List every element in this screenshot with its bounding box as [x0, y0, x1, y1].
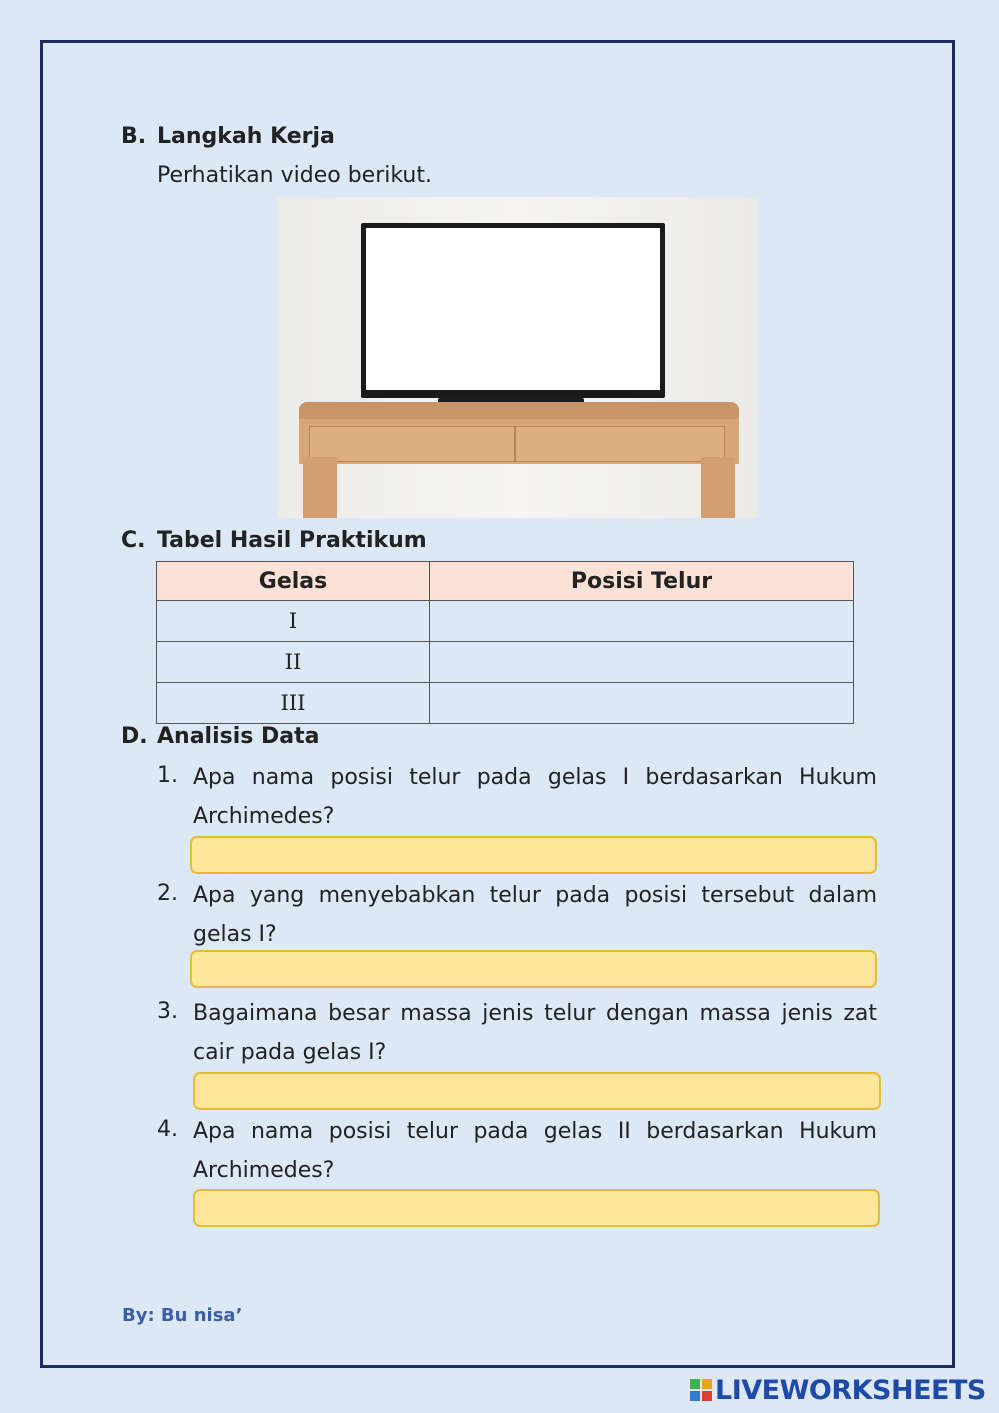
table-row — [157, 601, 854, 642]
video-thumbnail[interactable] — [277, 197, 758, 518]
section-d-letter: D. — [121, 724, 148, 749]
question-number: 4. — [157, 1117, 178, 1142]
section-c-title: Tabel Hasil Praktikum — [157, 528, 427, 553]
desk-drawer-left — [309, 426, 515, 462]
question-number: 1. — [157, 763, 178, 788]
table-cell-posisi-input[interactable] — [430, 683, 854, 724]
question-text: Apa nama posisi telur pada gelas I berdasarkan Hukum Archimedes? — [193, 765, 877, 829]
answer-box-2[interactable] — [190, 950, 877, 988]
result-table — [156, 561, 854, 724]
desk-leg-right — [701, 457, 735, 518]
desk-drawer-right — [515, 426, 725, 462]
tv-image — [361, 223, 665, 398]
table-cell-posisi-input[interactable] — [430, 642, 854, 683]
section-b-title: Langkah Kerja — [157, 124, 335, 149]
answer-box-3[interactable] — [193, 1072, 881, 1110]
table-header-row — [157, 562, 854, 601]
question-text: Apa yang menyebabkan telur pada posisi tersebut dalam gelas I? — [193, 883, 877, 947]
question-text: Apa nama posisi telur pada gelas II berdasarkan Hukum Archimedes? — [193, 1119, 877, 1183]
table-row — [157, 642, 854, 683]
section-b-letter: B. — [121, 124, 147, 149]
table-cell-gelas: III — [157, 683, 430, 724]
desk-leg-left — [303, 457, 337, 518]
table-row — [157, 683, 854, 724]
question-number: 2. — [157, 881, 178, 906]
table-header-gelas: Gelas — [157, 562, 430, 601]
table-cell-gelas: I — [157, 601, 430, 642]
liveworksheets-logo[interactable] — [690, 1375, 986, 1405]
table-cell-gelas: II — [157, 642, 430, 683]
liveworksheets-logo-icon — [690, 1379, 712, 1401]
section-b-instruction: Perhatikan video berikut. — [157, 163, 432, 188]
answer-box-4[interactable] — [193, 1189, 880, 1227]
table-header-posisi: Posisi Telur — [430, 562, 854, 601]
section-d-title: Analisis Data — [157, 724, 320, 749]
answer-box-1[interactable] — [190, 836, 877, 874]
author-credit: By: Bu nisa’ — [122, 1305, 243, 1326]
table-cell-posisi-input[interactable] — [430, 601, 854, 642]
question-number: 3. — [157, 999, 178, 1024]
question-text: Bagaimana besar massa jenis telur dengan massa jenis zat cair pada gelas I? — [193, 1001, 877, 1065]
liveworksheets-brand: LIVEWORKSHEETS — [715, 1374, 986, 1406]
section-c-letter: C. — [121, 528, 146, 553]
